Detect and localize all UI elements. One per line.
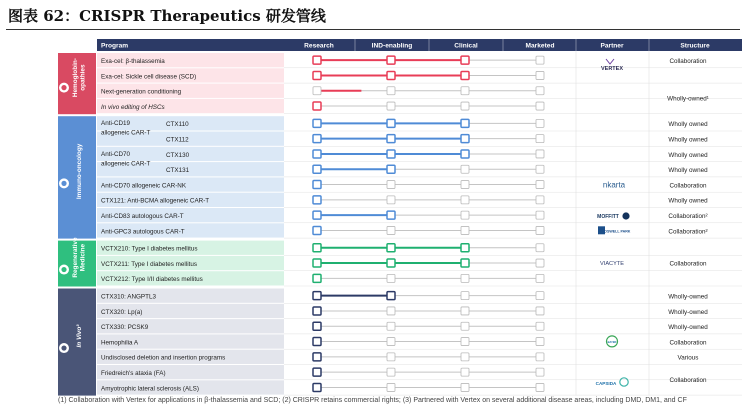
stage-box [461,383,469,391]
stage-box [536,292,544,300]
stage-box [536,196,544,204]
stage-box [461,226,469,234]
stage-box [536,353,544,361]
structure-label: Collaboration [669,182,707,190]
group-label-text: Immuno-oncology [76,143,83,200]
structure-label: Wholly owned [668,167,708,175]
partner-capsida: CAPSIDA [595,381,617,386]
stage-box [536,165,544,173]
stage-box [536,71,544,79]
group-label-text: Medicine [79,243,87,272]
stage-box [461,150,469,158]
stage-box [536,383,544,391]
header-research: Research [304,42,334,50]
partner-vertex: VERTEX [600,66,624,72]
group-label-text: In Vivo³ [76,324,83,348]
stage-box [387,196,395,204]
structure-label: Wholly owned [668,121,708,129]
header-structure: Structure [680,42,710,50]
stage-box [461,353,469,361]
stage-box [313,274,321,282]
header-program: Program [101,42,129,50]
stage-box [313,307,321,315]
blood-cells-icon-core [61,85,66,90]
stage-box [536,322,544,330]
structure-label: Collaboration [669,377,707,384]
program-label: Friedreich's ataxia (FA) [101,370,166,377]
partner-moffitt: MOFFITT [597,214,619,220]
stage-box [313,353,321,361]
footnote: (1) Collaboration with Vertex for applications in β-thalassemia and SCD; (2) CRISPR retains commercial rights; (3) Partnered with Vertex on several additional disease areas, including DMD, DM1, and CF [58,397,687,404]
stage-box [387,226,395,234]
stage-box [387,338,395,346]
header-marketed: Marketed [525,42,555,50]
group-label-text: opathies [79,64,87,91]
moffitt-logo-mark [622,212,629,219]
stage-box [313,368,321,376]
stage-box [461,244,469,252]
stage-box [387,56,395,64]
stage-box [387,322,395,330]
program-label: CTX310: ANGPTL3 [101,293,156,301]
regenerative-icon-core [61,267,66,272]
structure-label: Wholly owned [668,151,708,159]
stage-box [313,383,321,391]
stage-box [387,292,395,300]
program-label: Anti-CD83 autologous CAR-T [101,213,184,220]
stage-box [461,274,469,282]
partner-bayer: BAYER [607,341,617,344]
program-label: CTX330: PCSK9 [101,324,149,332]
structure-label: Wholly-owned¹ [667,95,709,103]
immune-cell-icon-core [61,181,66,186]
stage-box [461,119,469,127]
stage-box [387,87,395,95]
stage-box [313,259,321,267]
partner-viacyte: VIACYTE [600,260,624,267]
stage-box [461,322,469,330]
stage-box [536,211,544,219]
program-label: Next-generation conditioning [101,88,182,96]
program-label: Undisclosed deletion and insertion programs [101,354,226,362]
stage-box [536,102,544,110]
group-label-text: Hemoglobin- [72,58,80,98]
stage-box [313,338,321,346]
program-label: Anti-CD70 allogeneic CAR-NK [101,182,187,190]
stage-box [461,338,469,346]
stage-box [387,274,395,282]
stage-box [313,71,321,79]
group-label-text: Regenerative [72,237,80,278]
program-label: Amyotrophic lateral sclerosis (ALS) [101,385,199,393]
stage-box [313,87,321,95]
structure-label: Wholly-owned [668,293,708,301]
stage-box [461,259,469,267]
stage-box [461,56,469,64]
stage-box [313,226,321,234]
chart-title: 图表 62：CRISPR Therapeutics 研发管线 [8,7,326,25]
structure-label: Collaboration² [668,228,708,236]
stage-box [313,165,321,173]
program-group-label: Anti-CD70 [101,150,131,158]
stage-box [536,244,544,252]
stage-box [313,244,321,252]
stage-box [387,135,395,143]
stage-box [387,211,395,219]
stage-box [387,165,395,173]
stage-box [461,307,469,315]
stage-box [387,368,395,376]
stage-box [387,71,395,79]
program-group-label: allogeneic CAR-T [101,129,151,137]
stage-box [461,71,469,79]
stage-box [536,307,544,315]
stage-box [536,368,544,376]
structure-label: Wholly owned [668,197,708,205]
stage-box [536,135,544,143]
stage-box [461,181,469,189]
stage-box [536,259,544,267]
stage-box [313,119,321,127]
stage-box [536,87,544,95]
stage-box [387,181,395,189]
stage-box [313,211,321,219]
program-label: VCTX211: Type I diabetes mellitus [101,260,198,268]
stage-box [313,181,321,189]
program-sub-label: CTX131 [166,167,190,175]
structure-label: Wholly owned [668,136,708,144]
structure-label: Collaboration [669,260,707,268]
structure-label: Collaboration² [668,213,708,220]
stage-box [387,259,395,267]
program-label: CTX320: Lp(a) [101,308,143,316]
program-label: Exa-cel: β-thalassemia [101,58,165,65]
stage-box [387,150,395,158]
stage-box [536,56,544,64]
stage-box [313,322,321,330]
structure-label: Wholly-owned [668,324,708,332]
stage-box [313,150,321,158]
program-label: Hemophilia A [101,339,139,347]
partner-roswell: ROSWELL PARK [601,229,631,234]
program-sub-label: CTX130 [166,151,190,159]
program-group-label: Anti-CD19 [101,120,131,128]
capsida-logo-mark [620,378,628,386]
stage-box [313,292,321,300]
stage-box [461,135,469,143]
stage-box [461,165,469,173]
program-label: VCTX212: Type I/II diabetes mellitus [101,276,203,284]
stage-box [461,87,469,95]
stage-box [536,119,544,127]
structure-label: Various [677,354,699,362]
stage-box [461,211,469,219]
program-label: CTX121: Anti-BCMA allogeneic CAR-T [101,197,210,205]
stage-box [387,102,395,110]
program-group-label: allogeneic CAR-T [101,160,151,168]
stage-box [536,181,544,189]
program-sub-label: CTX110 [166,121,189,129]
header-ind: IND-enabling [371,42,413,50]
header-partner: Partner [600,42,624,50]
structure-label: Collaboration [669,339,707,347]
stage-box [536,274,544,282]
program-label: VCTX210: Type I diabetes mellitus [101,245,198,253]
program-sub-label: CTX112 [166,136,189,144]
stage-box [313,102,321,110]
syringe-icon-core [61,345,66,350]
partner-nkarta: nkarta [602,180,626,190]
stage-box [387,353,395,361]
stage-box [461,102,469,110]
stage-box [387,119,395,127]
stage-box [536,338,544,346]
stage-box [536,150,544,158]
stage-box [461,196,469,204]
stage-box [461,292,469,300]
structure-label: Wholly-owned [668,308,708,316]
program-label: Anti-GPC3 autologous CAR-T [101,228,185,236]
stage-box [387,383,395,391]
stage-box [387,307,395,315]
stage-box [313,135,321,143]
header-bar [97,39,742,51]
structure-label: Collaboration [669,58,707,65]
stage-box [387,244,395,252]
program-label: Exa-cel: Sickle cell disease (SCD) [101,73,197,81]
header-clinical: Clinical [454,42,478,50]
stage-box [313,196,321,204]
program-label: In vivo editing of HSCs [101,103,165,111]
stage-box [313,56,321,64]
vertex-logo-mark [606,59,614,64]
stage-box [461,368,469,376]
stage-box [536,226,544,234]
